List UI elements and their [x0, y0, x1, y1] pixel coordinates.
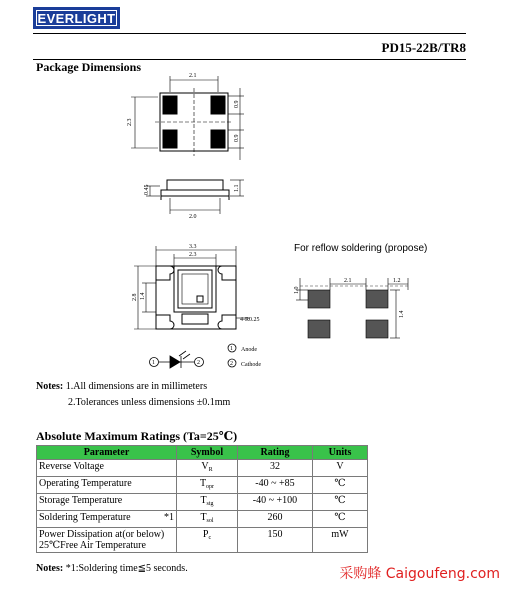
dim-bottom-w2: 2.3 [189, 252, 197, 258]
dim-side-width: 2.0 [189, 214, 197, 220]
cathode-num: 2 [230, 361, 233, 367]
rating: 150 [238, 528, 313, 553]
param: Reverse Voltage [39, 461, 104, 472]
col-units: Units [313, 446, 368, 460]
unit: ℃ [313, 511, 368, 528]
rating: -40 ~ +85 [238, 477, 313, 494]
ratings-title: Absolute Maximum Ratings (Ta=25℃) [36, 429, 238, 443]
table-row [37, 528, 368, 553]
top-view [131, 76, 244, 160]
pin1-num-left: 1 [152, 360, 155, 366]
notes-text1: 1.All dimensions are in millimeters [65, 381, 208, 392]
footer-note-text: *1:Soldering time≦5 seconds. [63, 563, 188, 574]
photodiode-symbol [150, 344, 237, 368]
symbol: V [201, 461, 209, 472]
symbol-sub: c [208, 535, 212, 541]
param: Storage Temperature [39, 495, 123, 506]
dim-bottom-w1: 3.3 [189, 244, 197, 250]
dim-right-bottom: 0.9 [234, 134, 240, 142]
unit: ℃ [313, 494, 368, 511]
symbol: T [200, 495, 207, 506]
rating: 260 [238, 511, 313, 528]
dim-side-left: 0.45 [144, 184, 150, 195]
notes-line1 [36, 381, 207, 392]
footer-note [36, 563, 188, 574]
param: Soldering Temperature [39, 512, 131, 523]
dim-bottom-h1: 2.8 [132, 293, 138, 301]
part-number: PD15-22B/TR8 [381, 40, 466, 55]
pin2-num-right: 2 [197, 360, 200, 366]
param-line2: 25℃Free Air Temperature [39, 540, 146, 551]
cathode-label: Cathode [241, 362, 261, 368]
symbol-sub: opr [206, 484, 215, 490]
param: Power Dissipation at(or below) [39, 529, 165, 540]
notes-line2: 2.Tolerances unless dimensions ±0.1mm [68, 397, 231, 408]
dim-side-right: 1.1 [234, 184, 240, 192]
symbol-sub: R [208, 467, 213, 473]
symbol: P [202, 529, 209, 540]
ratings-table [36, 445, 368, 553]
reflow-title: For reflow soldering (propose) [294, 243, 428, 254]
footnote-mark: *1 [164, 512, 174, 523]
anode-num: 1 [230, 346, 233, 352]
symbol-sub: sol [206, 518, 214, 524]
dim-left-height: 2.3 [127, 118, 133, 126]
unit: ℃ [313, 477, 368, 494]
rating: -40 ~ +100 [238, 494, 313, 511]
reflow-d2: 2.1 [344, 278, 352, 284]
dim-top-width: 2.1 [189, 73, 197, 79]
param: Operating Temperature [39, 478, 132, 489]
reflow-footprint [296, 278, 410, 338]
symbol-sub: stg [206, 501, 214, 507]
notes-label: Notes: [36, 381, 64, 392]
dim-bottom-h2: 1.4 [140, 292, 146, 300]
table-row [37, 511, 368, 528]
ratings-header-row [37, 446, 368, 460]
package-dimensions-title: Package Dimensions [36, 60, 141, 74]
rating: 32 [238, 460, 313, 477]
symbol: T [200, 512, 207, 523]
reflow-d1: 1.0 [294, 286, 300, 294]
table-row [37, 460, 368, 477]
table-row [37, 494, 368, 511]
reflow-d3: 1.2 [393, 278, 401, 284]
watermark: 采购蜂 Caigoufeng.com [339, 566, 500, 582]
dim-right-top: 0.9 [234, 100, 240, 108]
side-view [146, 180, 244, 214]
col-symbol: Symbol [177, 446, 238, 460]
dim-radius: 4-R0.25 [240, 317, 260, 323]
unit: mW [313, 528, 368, 553]
col-parameter: Parameter [37, 446, 177, 460]
anode-label: Anode [241, 347, 257, 353]
symbol: T [199, 478, 207, 489]
unit: V [313, 460, 368, 477]
footer-note-label: Notes: [36, 563, 64, 574]
everlight-logo: EVERLIGHT [33, 7, 120, 29]
bottom-view [134, 246, 250, 329]
reflow-d4: 1.4 [399, 310, 405, 318]
col-rating: Rating [238, 446, 313, 460]
table-row [37, 477, 368, 494]
